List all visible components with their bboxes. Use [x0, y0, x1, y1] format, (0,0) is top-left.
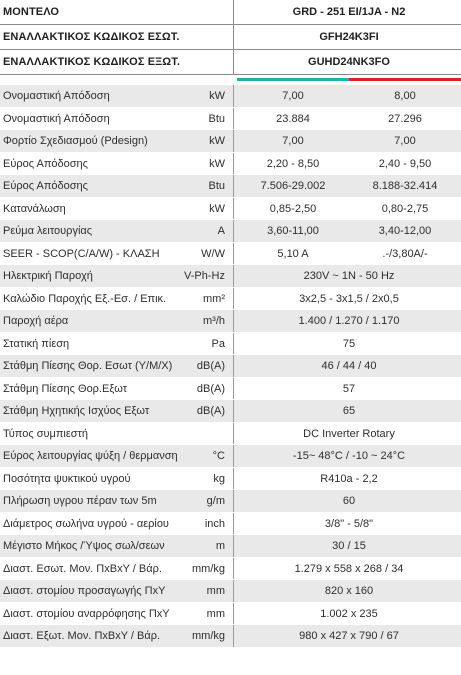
- column-divider: [233, 25, 234, 49]
- column-divider: [233, 378, 234, 400]
- spec-row: [0, 220, 461, 243]
- column-divider: [233, 220, 234, 242]
- spec-unit: mm²: [203, 292, 225, 305]
- spec-row: [0, 355, 461, 378]
- column-divider: [233, 85, 234, 107]
- column-divider: [233, 130, 234, 152]
- spec-row: [0, 423, 461, 446]
- spec-value-cooling: 0,85-2,50: [269, 202, 317, 215]
- spec-row: [0, 535, 461, 558]
- spec-label: Στάθμη Ηχητικής Ισχύος Εξωτ: [3, 405, 150, 417]
- spec-value: 46 / 44 / 40: [321, 360, 377, 372]
- spec-unit: mm: [206, 585, 225, 597]
- outdoor-alt-code-label: ΕΝΑΛΛΑΚΤΙΚΟΣ ΚΩΔΙΚΟΣ ΕΞΩΤ.: [3, 56, 180, 68]
- indoor-alt-code-value: GFH24K3FI: [319, 31, 379, 43]
- spec-value: 820 x 160: [324, 585, 374, 597]
- column-divider: [233, 535, 234, 557]
- column-divider: [233, 355, 234, 377]
- column-divider: [233, 288, 234, 310]
- outdoor-alt-code-row: [0, 50, 461, 75]
- spec-value: 3x2,5 - 3x1,5 / 2x0,5: [299, 292, 399, 305]
- spec-row: [0, 310, 461, 333]
- cooling-accent-bar: [237, 78, 349, 81]
- column-divider: [233, 468, 234, 490]
- outdoor-alt-code-value: GUHD24NK3FO: [308, 56, 390, 68]
- spec-value-cooling: 7,00: [282, 90, 304, 102]
- spec-label: Εύρος λειτουργίας ψύξη / θερμανση: [3, 450, 178, 462]
- spec-row: [0, 333, 461, 356]
- spec-label: Διάμετρος σωλήνα υγρού - αερίου: [3, 517, 169, 530]
- spec-label: Εύρος Απόδοσης: [3, 157, 88, 170]
- spec-label: Παροχή αέρα: [3, 315, 69, 327]
- spec-label: Τύπος συμπιεστή: [3, 427, 89, 440]
- spec-unit: inch: [204, 517, 225, 530]
- column-divider: [233, 0, 234, 24]
- spec-value: R410a - 2,2: [320, 472, 378, 485]
- column-divider: [233, 558, 234, 580]
- column-divider: [233, 603, 234, 625]
- spec-row: [0, 198, 461, 221]
- spec-label: Διαστ. Εξωτ. Μον. ΠxBxY / Βάρ.: [3, 630, 161, 642]
- spec-row: [0, 175, 461, 198]
- spec-value-cooling: 23.884: [276, 112, 310, 125]
- spec-label: Φορτίο Σχεδιασμού (Pdesign): [3, 135, 148, 147]
- spec-row: [0, 603, 461, 626]
- indoor-alt-code-row: [0, 25, 461, 50]
- spec-unit: g/m: [206, 495, 225, 507]
- spec-label: Στάθμη Πίεσης Θορ.Εξωτ: [3, 382, 128, 395]
- spec-row: [0, 288, 461, 311]
- spec-unit: dB(A): [196, 405, 225, 417]
- spec-label: Πλήρωση υγρου πέραν των 5m: [3, 495, 157, 507]
- spec-row: [0, 400, 461, 423]
- spec-label: Διαστ. Εσωτ. Μον. ΠxBxY / Βάρ.: [3, 562, 162, 575]
- spec-label: Εύρος Απόδοσης: [3, 180, 88, 192]
- spec-value: DC Inverter Rotary: [303, 427, 395, 440]
- spec-row: [0, 513, 461, 536]
- model-value: GRD - 251 EI/1JA - N2: [292, 6, 406, 18]
- spec-value-heating: 2,40 - 9,50: [378, 157, 432, 170]
- spec-label: Ηλεκτρική Παροχή: [3, 270, 93, 282]
- column-divider: [233, 310, 234, 332]
- spec-value: 57: [342, 382, 356, 395]
- spec-row: [0, 108, 461, 131]
- spec-value-heating: 8,00: [394, 90, 416, 102]
- model-row: [0, 0, 461, 25]
- spec-unit: °C: [212, 450, 225, 462]
- spec-value: 65: [342, 405, 356, 417]
- spec-label: Διαστ. στομίου προσαγωγής ΠxY: [3, 585, 166, 597]
- spec-label: Ονομαστική Απόδοση: [3, 90, 110, 102]
- column-divider: [233, 108, 234, 130]
- spec-unit: kW: [209, 90, 225, 102]
- spec-value-cooling: 7,00: [282, 135, 304, 147]
- spec-value: -15~ 48°C / -10 ~ 24°C: [292, 450, 406, 462]
- spec-label: Στάθμη Πίεσης Θορ. Εσωτ (Υ/Μ/Χ): [3, 360, 173, 372]
- spec-value: 60: [342, 495, 356, 507]
- spec-value-cooling: 5,10 A: [277, 247, 309, 260]
- spec-value-heating: 3,40-12,00: [378, 225, 432, 237]
- spec-unit: kW: [209, 202, 225, 215]
- spec-value: 1.400 / 1.270 / 1.170: [298, 315, 400, 327]
- spec-unit: mm/kg: [192, 562, 225, 575]
- spec-value: 75: [342, 337, 356, 350]
- spec-value-heating: 27.296: [388, 112, 422, 125]
- spec-value: 3/8" - 5/8": [324, 517, 374, 530]
- spec-unit: kg: [213, 472, 225, 485]
- spec-value: 980 x 427 x 790 / 67: [299, 630, 399, 642]
- spec-unit: m³/h: [203, 315, 225, 327]
- spec-unit: Btu: [208, 180, 225, 192]
- spec-unit: W/W: [201, 247, 225, 260]
- column-divider: [233, 490, 234, 512]
- spec-value: 1.002 x 235: [320, 607, 378, 620]
- spec-label: Ποσότητα ψυκτικού υγρού: [3, 472, 131, 485]
- spec-row: [0, 130, 461, 153]
- spec-unit: dB(A): [196, 382, 225, 395]
- column-divider: [233, 243, 234, 265]
- spec-row: [0, 558, 461, 581]
- spec-value-heating: 0,80-2,75: [381, 202, 429, 215]
- spec-value-cooling: 3,60-11,00: [267, 225, 319, 237]
- spec-value: 1.279 x 558 x 268 / 34: [294, 562, 404, 575]
- heating-accent-bar: [349, 78, 461, 81]
- spec-unit: Pa: [211, 337, 225, 350]
- spec-row: [0, 625, 461, 648]
- column-divider: [233, 423, 234, 445]
- model-label: ΜΟΝΤΕΛΟ: [3, 6, 60, 18]
- spec-row: [0, 468, 461, 491]
- spec-unit: kW: [209, 135, 225, 147]
- spec-value-heating: .-/3,80A/-: [382, 247, 428, 260]
- spec-unit: dB(A): [196, 360, 225, 372]
- spec-rows: [0, 85, 461, 648]
- spec-row: [0, 378, 461, 401]
- spec-value-heating: 7,00: [394, 135, 416, 147]
- spec-row: [0, 85, 461, 108]
- column-divider: [233, 198, 234, 220]
- spec-row: [0, 265, 461, 288]
- spec-row: [0, 153, 461, 176]
- spec-value-cooling: 2,20 - 8,50: [266, 157, 320, 170]
- spec-unit: V-Ph-Hz: [184, 270, 225, 282]
- column-divider: [233, 445, 234, 467]
- spec-label: Μέγιστο Μήκος /Ύψος σωλ/σεων: [3, 540, 165, 552]
- spec-value-cooling: 7.506-29.002: [260, 180, 326, 192]
- spec-value: 30 / 15: [332, 540, 366, 552]
- spec-value: 230V ~ 1N - 50 Hz: [303, 270, 395, 282]
- column-divider: [233, 153, 234, 175]
- spec-unit: mm: [206, 607, 225, 620]
- spec-unit: Btu: [208, 112, 225, 125]
- column-divider: [233, 625, 234, 647]
- spec-unit: m: [215, 540, 225, 552]
- spec-label: Διαστ. στομίου αναρρόφησης ΠxY: [3, 607, 170, 620]
- spec-label: Καλώδιο Παροχής Εξ.-Εσ. / Επικ.: [3, 292, 167, 305]
- spec-unit: A: [217, 225, 225, 237]
- column-divider: [233, 580, 234, 602]
- spec-label: Ρεύμα λειτουργίας: [3, 225, 93, 237]
- spec-label: Ονομαστική Απόδοση: [3, 112, 110, 125]
- spec-row: [0, 243, 461, 266]
- column-divider: [233, 333, 234, 355]
- spec-unit: mm/kg: [192, 630, 225, 642]
- column-divider: [233, 175, 234, 197]
- indoor-alt-code-label: ΕΝΑΛΛΑΚΤΙΚΟΣ ΚΩΔΙΚΟΣ ΕΣΩΤ.: [3, 31, 180, 43]
- spec-label: Στατική πίεση: [3, 337, 70, 350]
- spec-value-heating: 8.188-32.414: [372, 180, 438, 192]
- spec-label: SEER - SCOP(C/A/W) - ΚΛΑΣΗ: [3, 247, 160, 260]
- spec-row: [0, 445, 461, 468]
- column-divider: [233, 513, 234, 535]
- spec-row: [0, 490, 461, 513]
- spec-unit: kW: [209, 157, 225, 170]
- spec-row: [0, 580, 461, 603]
- column-divider: [233, 400, 234, 422]
- spec-label: Κατανάλωση: [3, 202, 66, 215]
- column-divider: [233, 50, 234, 74]
- column-divider: [233, 265, 234, 287]
